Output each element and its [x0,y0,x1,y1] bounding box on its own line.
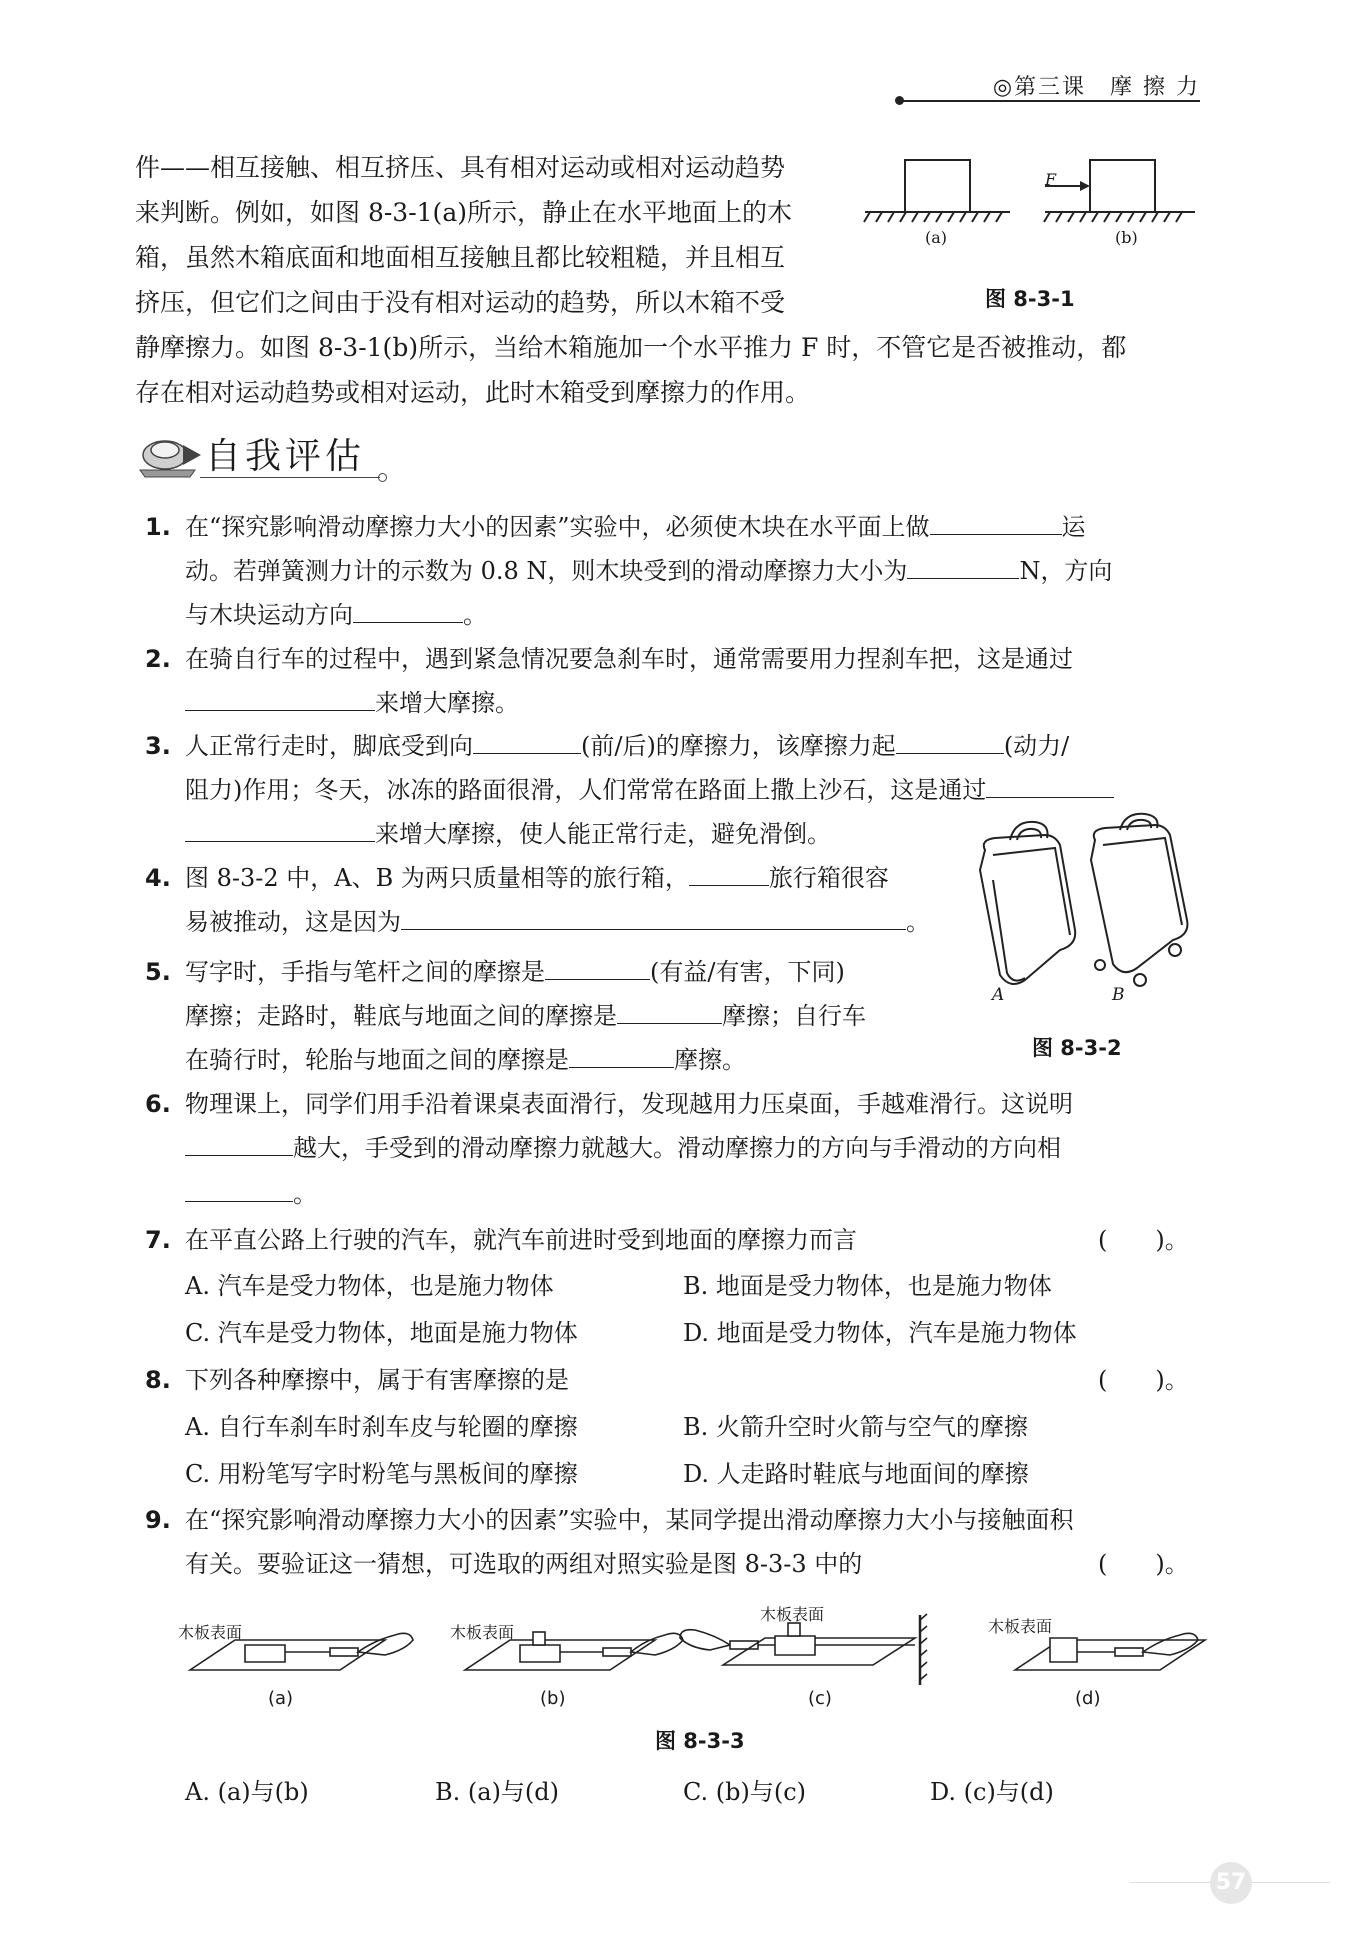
q4-text: 图 8-3-2 中，A、B 为两只质量相等的旅行箱， [185,864,689,892]
header-rule [900,100,1200,102]
question-9 [145,1498,1205,1586]
section-underline-end [378,473,387,482]
q2-text: 来增大摩擦。 [375,689,519,717]
q6-text: 物理课上，同学们用手沿着课桌表面滑行，发现越用力压桌面，手越难滑行。这说明 [185,1090,1073,1118]
figure-a-ground [864,212,1010,222]
q1-line-2 [185,549,1205,593]
answer-blank[interactable] [569,1039,674,1068]
answer-blank[interactable] [896,725,1004,754]
question-number: 2. [145,645,171,673]
q5-text: 摩擦。 [674,1046,746,1074]
q5-line-2 [185,994,965,1038]
answer-blank[interactable] [185,813,375,842]
surface-label-b: 木板表面 [450,1623,515,1642]
question-number: 7. [145,1226,171,1254]
q9-text: 有关。要验证这一猜想，可选取的两组对照实验是图 8-3-3 中的 [185,1550,863,1578]
page-number: 57 [1210,1862,1252,1904]
option-a[interactable]: A. 自行车刹车时刹车皮与轮圈的摩擦 [185,1413,578,1441]
option-b[interactable]: B. (a)与(d) [435,1778,560,1806]
q4-text: 。 [906,908,930,936]
answer-blank[interactable] [185,1173,293,1202]
q1-text: 与木块运动方向 [185,601,353,629]
question-number: 9. [145,1506,171,1534]
intro-line: 件——相互接触、相互挤压、具有相对运动或相对运动趋势 [135,153,786,182]
force-arrowhead [1080,181,1090,191]
question-number: 8. [145,1366,171,1394]
q9-text: 在“探究影响滑动摩擦力大小的因素”实验中，某同学提出滑动摩擦力大小与接触面积 [185,1506,1074,1534]
q1-text: 动。若弹簧测力计的示数为 0.8 N，则木块受到的滑动摩擦力大小为 [185,557,908,585]
q4-line-1 [185,856,965,900]
option-d[interactable]: D. (c)与(d) [930,1778,1054,1806]
answer-blank[interactable] [907,550,1019,579]
option-c[interactable]: C. 汽车是受力物体，地面是施力物体 [185,1319,578,1347]
question-8 [145,1358,1205,1402]
question-7 [145,1218,1205,1262]
q1-text: N，方向 [1019,557,1113,585]
q6-line-2 [185,1126,1205,1170]
intro-line: 挤压，但它们之间由于没有相对运动的趋势，所以木箱不受 [135,288,786,317]
q2-line-2 [185,681,1205,725]
answer-blank[interactable] [185,1127,293,1156]
q3-text: 人正常行走时，脚底受到向 [185,732,473,760]
q8-stem: 下列各种摩擦中，属于有害摩擦的是 [185,1366,569,1394]
q4-line-2 [185,900,965,944]
answer-blank[interactable] [986,769,1114,798]
answer-blank[interactable] [617,995,722,1024]
figure-8-3-2-caption: 图 8-3-2 [1032,1036,1122,1060]
q4-text: 易被推动，这是因为 [185,908,401,936]
section-underline [200,477,380,478]
option-a[interactable]: A. 汽车是受力物体，也是施力物体 [185,1272,554,1300]
figure-8-3-2 [965,810,1205,1010]
question-number: 6. [145,1090,171,1118]
option-c[interactable]: C. (b)与(c) [683,1778,807,1806]
option-a[interactable]: A. (a)与(b) [185,1778,309,1806]
setup-d [1015,1633,1205,1670]
q3-text: 阻力)作用；冬天，冰冻的路面很滑，人们常常在路面上撒上沙石，这是通过 [185,776,987,804]
q5-text: 写字时，手指与笔杆之间的摩擦是 [185,958,545,986]
figure-8-3-1-caption: 图 8-3-1 [985,287,1075,311]
answer-blank[interactable] [930,506,1062,535]
option-d[interactable]: D. 地面是受力物体，汽车是施力物体 [683,1319,1077,1347]
setup-label-a: (a) [268,1688,294,1709]
q3-text: (动力/ [1003,732,1070,760]
figure-8-3-1-label-b: (b) [1115,228,1138,247]
answer-bracket[interactable]: ( )。 [1098,1226,1189,1254]
q4-text: 旅行箱很容 [768,864,889,892]
q7-stem: 在平直公路上行驶的汽车，就汽车前进时受到地面的摩擦力而言 [185,1226,857,1254]
question-2 [145,637,1205,725]
surface-label-a: 木板表面 [178,1623,243,1642]
q5-text: 在骑行时，轮胎与地面之间的摩擦是 [185,1046,569,1074]
answer-blank[interactable] [353,594,463,623]
figure-8-3-3 [175,1600,1215,1710]
suitcase-b [1091,814,1187,986]
suitcase-b-label: B [1112,985,1125,1005]
section-title: 自我评估 [205,436,366,477]
figure-8-3-3-caption: 图 8-3-3 [655,1729,745,1753]
q1-line-3 [185,593,1205,637]
q5-line-3 [185,1038,965,1082]
figure-b-ground [1044,212,1195,222]
answer-blank[interactable] [401,901,906,930]
q3-text: 来增大摩擦，使人能正常行走，避免滑倒。 [375,820,831,848]
setup-label-b: (b) [540,1688,566,1709]
setup-label-c: (c) [808,1688,832,1709]
question-number: 1. [145,513,171,541]
q6-line-3 [185,1172,1205,1216]
question-number: 5. [145,958,171,986]
question-1 [145,505,1205,637]
q1-text: 。 [463,601,487,629]
q6-text: 越大，手受到的滑动摩擦力就越大。滑动摩擦力的方向与手滑动的方向相 [293,1134,1061,1162]
option-c[interactable]: C. 用粉笔写字时粉笔与黑板间的摩擦 [185,1460,578,1488]
answer-blank[interactable] [185,682,375,711]
question-4 [145,856,965,944]
intro-line: 来判断。例如，如图 8-3-1(a)所示，静止在水平地面上的木 [135,198,792,227]
intro-line: 静摩擦力。如图 8-3-1(b)所示，当给木箱施加一个水平推力 F 时，不管它是否被推动，都 [135,333,1127,362]
question-5 [145,950,965,1082]
q3-line-2 [185,768,1205,812]
q5-text: (有益/有害，下同) [650,958,845,986]
answer-blank[interactable] [689,857,769,886]
intro-line: 箱，虽然木箱底面和地面相互接触且都比较粗糙，并且相互 [135,243,786,272]
force-label: F [1045,170,1057,189]
question-6 [145,1082,1205,1216]
option-b[interactable]: B. 火箭升空时火箭与空气的摩擦 [683,1413,1028,1441]
answer-bracket[interactable]: ( )。 [1098,1366,1189,1394]
q1-text: 在“探究影响滑动摩擦力大小的因素”实验中，必须使木块在水平面上做 [185,513,930,541]
q3-text: (前/后)的摩擦力，该摩擦力起 [581,732,896,760]
answer-blank[interactable] [473,725,581,754]
wooden-box-b [1090,160,1155,212]
chapter-header: ◎第三课 摩 擦 力 [992,75,1200,100]
q1-line-1 [185,505,1205,549]
question-number: 4. [145,864,171,892]
question-number: 3. [145,732,171,760]
figure-8-3-1 [860,150,1220,260]
self-assessment-icon [135,425,205,480]
answer-bracket[interactable]: ( )。 [1098,1550,1189,1578]
q5-text: 摩擦；走路时，鞋底与地面之间的摩擦是 [185,1002,617,1030]
answer-blank[interactable] [545,951,650,980]
q5-line-1 [185,950,965,994]
surface-label-c: 木板表面 [760,1605,825,1624]
q3-line-1 [185,724,1205,768]
suitcase-a-label: A [992,985,1005,1005]
wooden-box-a [905,160,970,212]
q6-text: 。 [293,1180,317,1208]
q5-text: 摩擦；自行车 [722,1002,866,1030]
setup-label-d: (d) [1075,1688,1101,1709]
figure-8-3-1-label-a: (a) [925,228,948,247]
option-b[interactable]: B. 地面是受力物体，也是施力物体 [683,1272,1052,1300]
intro-line: 存在相对运动趋势或相对运动，此时木箱受到摩擦力的作用。 [135,378,811,407]
option-d[interactable]: D. 人走路时鞋底与地面间的摩擦 [683,1460,1029,1488]
q1-text: 运 [1061,513,1086,541]
suitcase-a [980,822,1075,984]
q2-text: 在骑自行车的过程中，遇到紧急情况要急刹车时，通常需要用力捏刹车把，这是通过 [185,645,1073,673]
surface-label-d: 木板表面 [988,1617,1053,1636]
